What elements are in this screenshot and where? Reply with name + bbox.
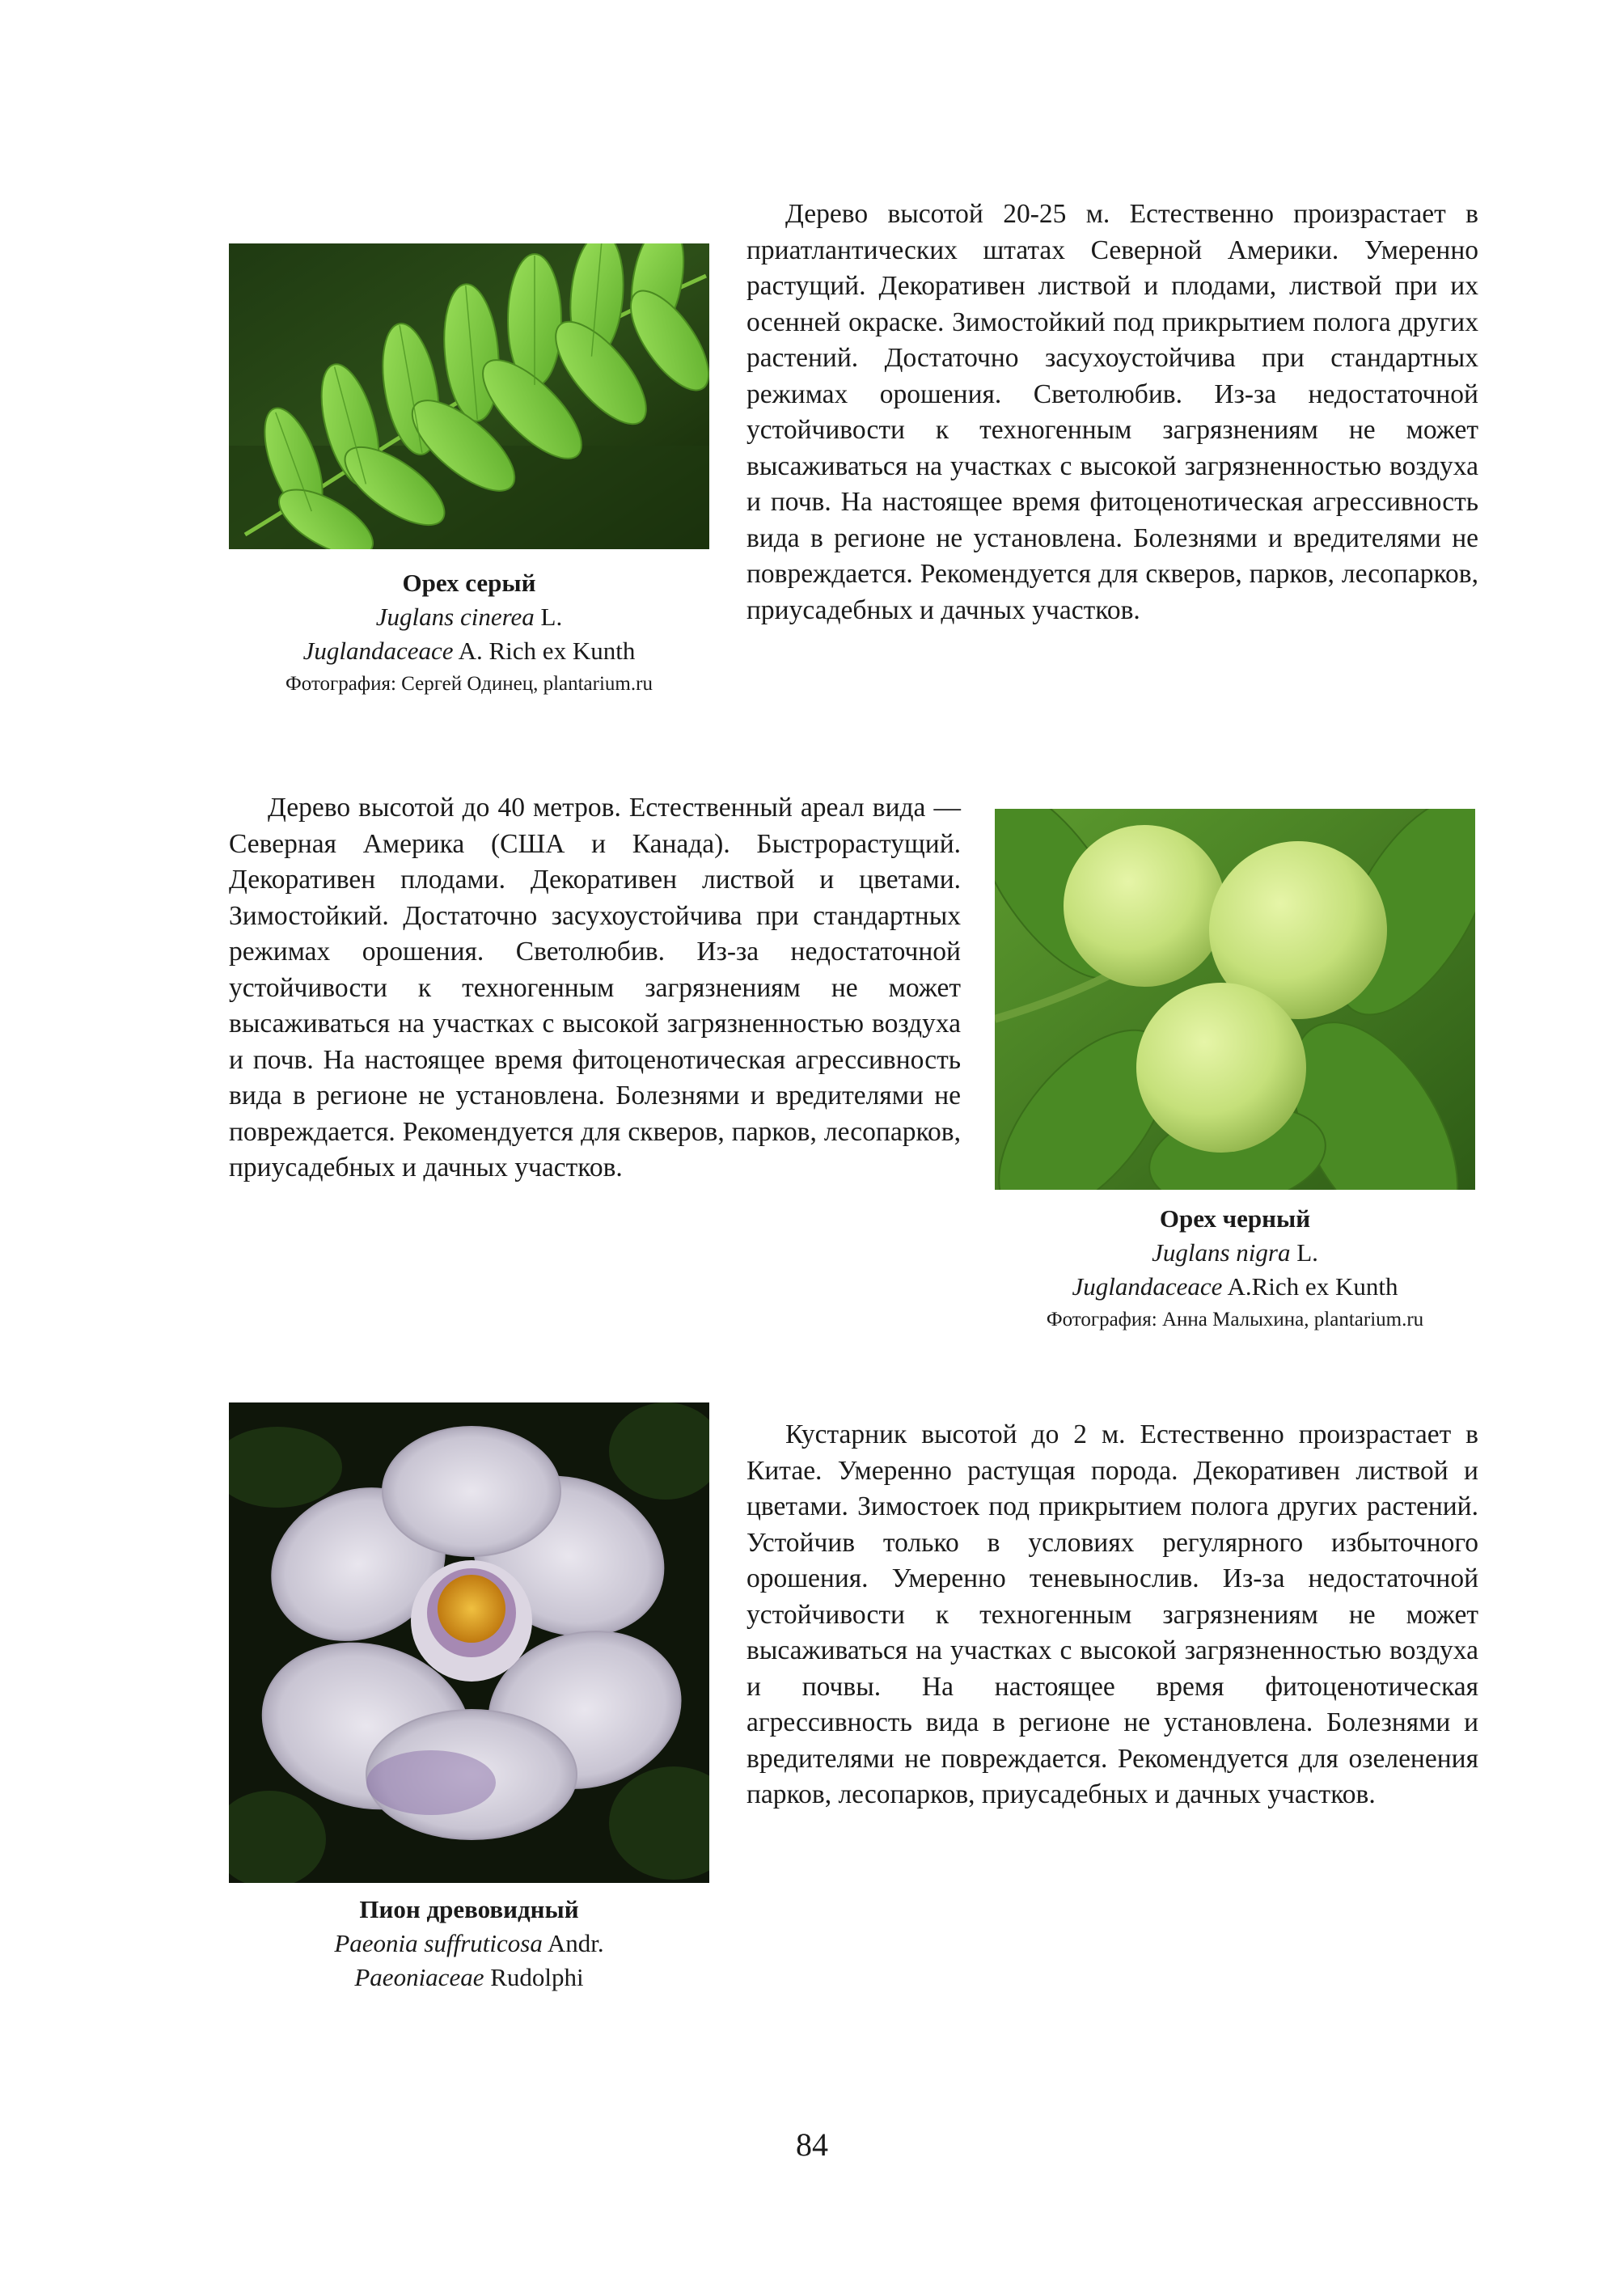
family-name bbox=[995, 1270, 1475, 1304]
page-number: 84 bbox=[796, 2126, 828, 2163]
latin-binomial: Juglans cinerea bbox=[375, 603, 535, 631]
common-name: Орех черный bbox=[1159, 1204, 1311, 1233]
family-author: A. Rich ex Kunth bbox=[453, 637, 636, 665]
common-name: Пион древовидный bbox=[359, 1895, 579, 1923]
family-latin: Paeoniaceae bbox=[354, 1963, 484, 1991]
description-paeonia-suffruticosa: Кустарник высотой до 2 м. Естественно произрастает в Китае. Умеренно растущая порода. Декоративен листвой и цветами. Зимостоек под прикрытием полога других растений. Устойчив только в условиях регулярного избыточного орошения. Умеренно теневынослив. Из-за недостаточной устойчивости к техногенным загрязнениям не может высаживаться на участках с высокой загрязненностью воздуха и почвы. На настоящее время фитоценотическая агрессивность вида в регионе не установлена. Болезнями и вредителями не повреждается. Рекомендуется для озеленения парков, лесопарков, приусадебных и дачных участков. bbox=[746, 1419, 1478, 1809]
photo-juglans-nigra bbox=[995, 809, 1475, 1190]
family-name bbox=[229, 1961, 709, 1995]
family-latin: Juglandaceace bbox=[302, 637, 454, 665]
caption-juglans-nigra bbox=[995, 1202, 1475, 1336]
common-name: Орех серый bbox=[402, 569, 536, 597]
latin-binomial: Juglans nigra bbox=[1152, 1238, 1291, 1267]
family-author: Rudolphi bbox=[484, 1963, 584, 1991]
latin-binomial: Paeonia suffruticosa bbox=[334, 1929, 543, 1957]
family-latin: Juglandaceace bbox=[1072, 1272, 1223, 1301]
description-juglans-cinerea: Дерево высотой 20-25 м. Естественно произрастает в приатлантических штатах Северной Америки. Умеренно растущий. Декоративен листвой и плодами, листвой при их осенней окраске. Зимостойкий под прикрытием полога других растений. Достаточно засухоустойчива при стандартных режимах орошения. Светолюбив. Из-за недостаточной устойчивости к техногенным загрязнениям не может высаживаться на участках с высокой загрязненностью воздуха и почв. На настоящее время фитоценотическая агрессивность вида в регионе не установлена. Болезнями и вредителями не повреждается. Рекомендуется для скверов, парков, лесопарков, приусадебных и дачных участков. bbox=[746, 199, 1478, 625]
latin-author: Andr. bbox=[542, 1929, 604, 1957]
latin-name bbox=[995, 1236, 1475, 1270]
family-author: A.Rich ex Kunth bbox=[1222, 1272, 1398, 1301]
latin-name bbox=[229, 600, 709, 634]
photo-paeonia-suffruticosa bbox=[229, 1402, 709, 1883]
latin-author: L. bbox=[534, 603, 563, 631]
photo-credit: Фотография: Сергей Одинец, plantarium.ru bbox=[285, 673, 653, 695]
latin-author: L. bbox=[1290, 1238, 1318, 1267]
photo-credit: Фотография: Анна Малыхина, plantarium.ru bbox=[1046, 1309, 1424, 1331]
caption-paeonia-suffruticosa bbox=[229, 1893, 709, 1995]
latin-name bbox=[229, 1927, 709, 1961]
caption-juglans-cinerea bbox=[229, 566, 709, 700]
description-juglans-nigra: Дерево высотой до 40 метров. Естественный ареал вида — Северная Америка (США и Канада). Быстрорастущий. Декоративен плодами. Декоративен листвой и цветами. Зимостойкий. Достаточно засухоустойчива при стандартных режимах орошения. Светолюбив. Из-за недостаточной устойчивости к техногенным загрязнениям не может высаживаться на участках с высокой загрязненностью воздуха и почв. На настоящее время фитоценотическая агрессивность вида в регионе не установлена. Болезнями и вредителями не повреждается. Рекомендуется для скверов, парков, лесопарков, приусадебных и дачных участков. bbox=[229, 793, 961, 1182]
family-name bbox=[229, 634, 709, 668]
photo-juglans-cinerea bbox=[229, 243, 709, 549]
